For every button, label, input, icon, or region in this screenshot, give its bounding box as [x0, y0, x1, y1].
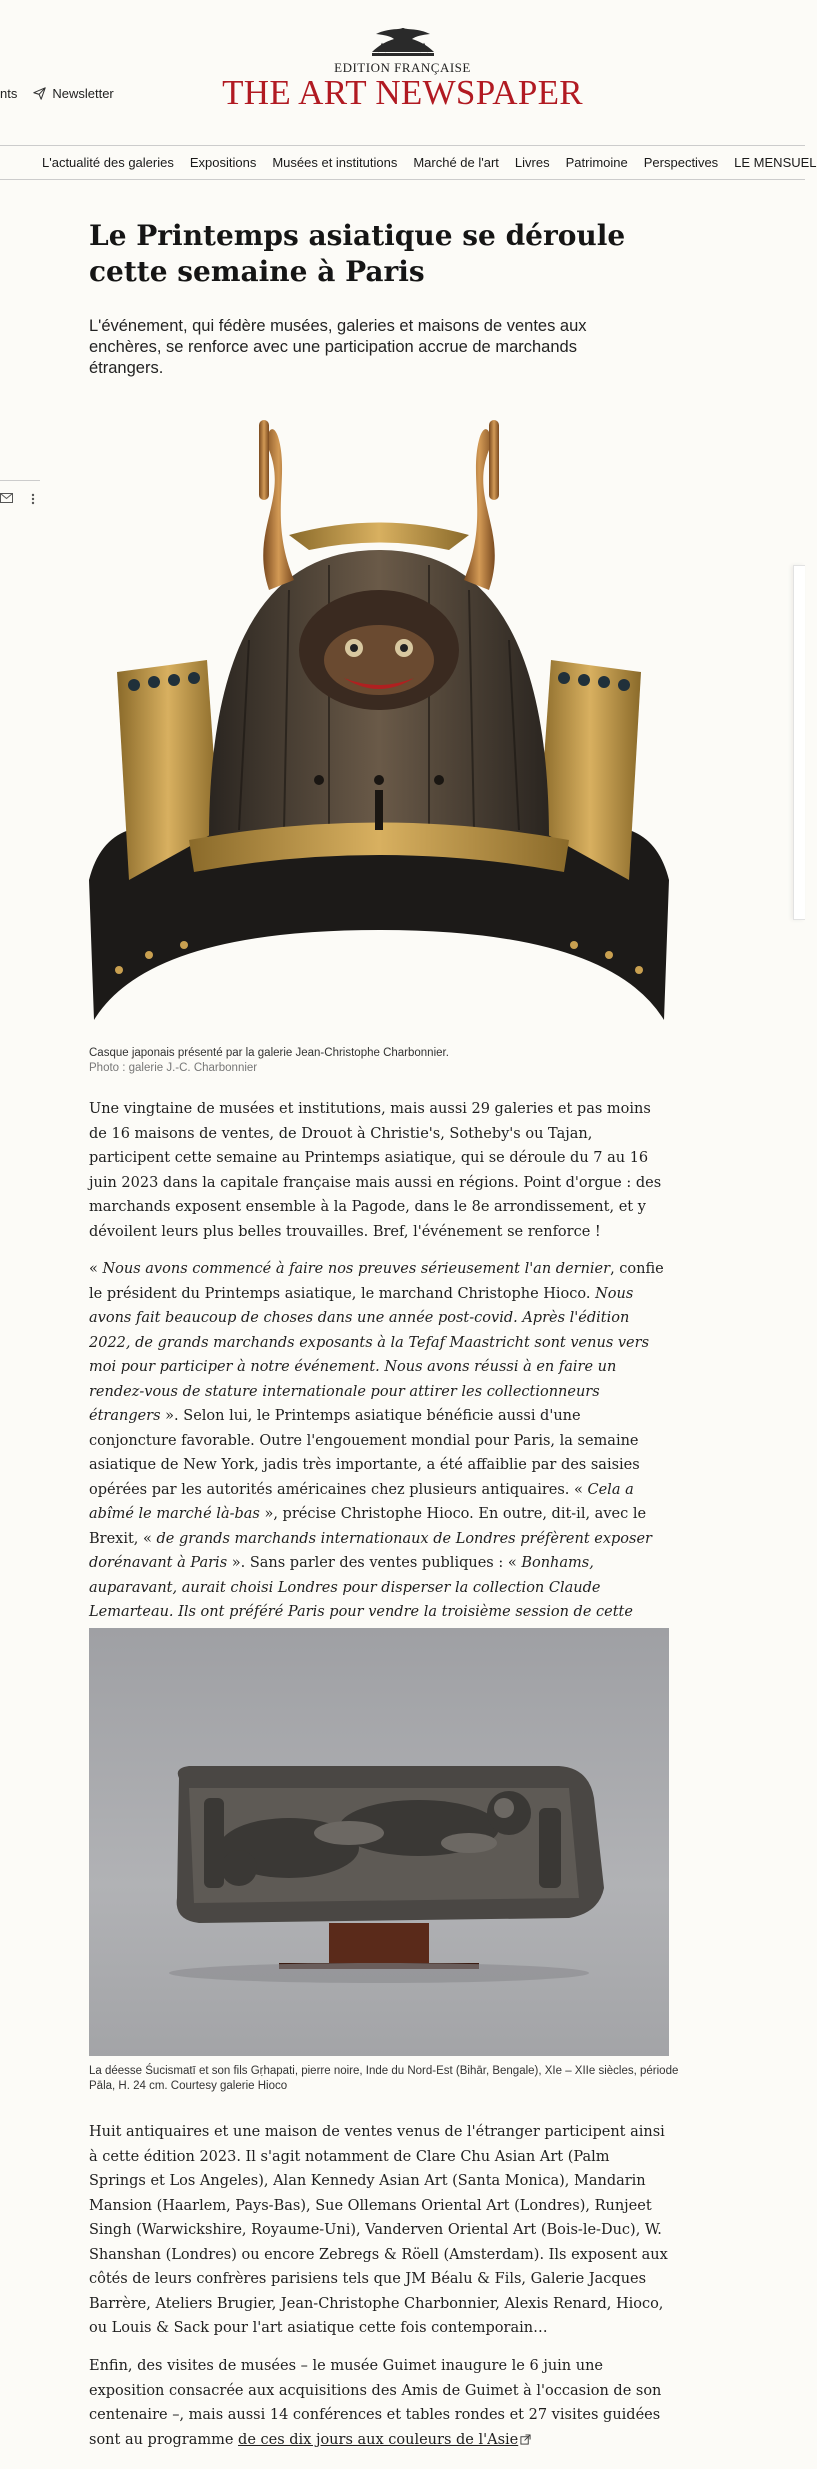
- article-standfirst: L'événement, qui fédère musées, galeries et maisons de ventes aux enchères, se renforce avec une participation accrue de marchands étrangers.: [89, 317, 587, 377]
- stone-relief-image: [89, 1628, 669, 2056]
- p2-text: », précise Christophe Hioco. En outre, dit-il, avec le Brexit, «: [89, 1506, 647, 1547]
- site-logo[interactable]: [0, 22, 805, 110]
- eagle-emblem-icon: [358, 22, 448, 62]
- p2-text: ». Sans parler des ventes publiques : «: [227, 1555, 522, 1571]
- paragraph-1: Une vingtaine de musées et institutions, mais aussi 29 galeries et pas moins de 16 maisons de ventes, de Drouot à Christie's, Sotheby's ou Tajan, participent cette semaine au Printemps asiatique, qui se déroule du 7 au 16 juin 2023 dans la capitale française mais aussi en régions. Point d'orgue : des marchands exposent ensemble à la Pagode, dans le 8e arrondissement, et y dévoilent leurs plus belles trouvailles. Bref, l'événement se renforce !: [89, 1101, 662, 1240]
- p2-text: «: [89, 1261, 103, 1277]
- p2-quote: Cela a abîmé le marché là-bas: [89, 1481, 634, 1522]
- samurai-helmet-image: [89, 410, 669, 1040]
- paragraph-2: [89, 1257, 669, 1674]
- email-icon[interactable]: [0, 493, 13, 503]
- nav-item-marche[interactable]: Marché de l'art: [413, 155, 499, 170]
- header-partial-link[interactable]: nts: [0, 86, 18, 101]
- p4-text: Enfin, des visites de musées – le musée Guimet inaugure le 6 juin une exposition consacrée aux acquisitions des Amis de Guimet à l'occasion de son centenaire –, mais aussi 14 conférences et tables rondes et 27 visites guidées sont au programme: [89, 2358, 662, 2448]
- nav-item-patrimoine[interactable]: Patrimoine: [565, 155, 628, 170]
- figure2-caption: La déesse Śucismatī et son fils Gṛhapati, pierre noire, Inde du Nord-Est (Bihār, Bengale), XIe – XIIe siècles, période Pāla, H. 24 cm. Courtesy galerie Hioco: [89, 2065, 679, 2092]
- nav-item-galeries[interactable]: L'actualité des galeries: [42, 155, 174, 170]
- p2-quote: Bonhams, auparavant, aurait choisi Londres pour disperser la collection Claude Lemarteau. Ils ont préféré Paris pour vendre la troisième session de cette: [89, 1555, 633, 1620]
- article-title: Le Printemps asiatique se déroule cette semaine à Paris: [89, 219, 626, 288]
- nav-item-musees[interactable]: Musées et institutions: [272, 155, 398, 170]
- side-panel-tab[interactable]: [793, 565, 805, 920]
- newsletter-label: Newsletter: [52, 86, 114, 101]
- paragraph-3: Huit antiquaires et une maison de ventes venus de l'étranger participent ainsi à cette édition 2023. Il s'agit notamment de Clare Chu Asian Art (Palm Springs et Los Angeles), Alan Kennedy Asian Art (Santa Monica), Mandarin Mansion (Haarlem, Pays-Bas), Sue Ollemans Oriental Art (Londres), Runjeet Singh (Warwickshire, Royaume-Uni), Vanderven Oriental Art (Bois-le-Duc), W. Shanshan (Londres) ou encore Zebregs & Röell (Amsterdam). Ils exposent aux côtés de leurs confrères parisiens tels que JM Béalu & Fils, Galerie Jacques Barrère, Ateliers Brugier, Jean-Christophe Charbonnier, Alexis Renard, Hioco, ou Louis & Sack pour l'art asiatique cette fois contemporain…: [89, 2124, 668, 2336]
- share-divider: [0, 480, 40, 481]
- site-header: [0, 0, 805, 145]
- more-options-icon[interactable]: [31, 493, 35, 505]
- nav-item-livres[interactable]: Livres: [514, 155, 550, 170]
- asia-days-link[interactable]: de ces dix jours aux couleurs de l'Asie: [238, 2431, 519, 2448]
- edition-label: EDITION FRANÇAISE: [334, 60, 471, 75]
- p2-quote: Nous avons commencé à faire nos preuves sérieusement l'an dernier: [102, 1261, 611, 1277]
- share-bar: [0, 480, 40, 505]
- p2-text: , confie le président du Printemps asiatique, le marchand Christophe Hioco.: [89, 1261, 664, 1302]
- nav-item-expositions[interactable]: Expositions: [189, 155, 257, 170]
- figure1-caption-text: Casque japonais présenté par la galerie Jean-Christophe Charbonnier.: [89, 1047, 449, 1059]
- nav-item-mensuel[interactable]: LE MENSUEL: [734, 155, 817, 170]
- main-nav: [0, 145, 817, 180]
- p2-quote: de grands marchands internationaux de Londres préfèrent exposer dorénavant à Paris: [89, 1530, 652, 1571]
- nav-item-perspectives[interactable]: Perspectives: [643, 155, 719, 170]
- brand-name: THE ART NEWSPAPER: [222, 73, 583, 112]
- external-link-icon[interactable]: [520, 2434, 531, 2445]
- figure1-caption: [89, 1046, 679, 1076]
- p2-text: ». Selon lui, le Printemps asiatique bénéficie aussi d'une conjoncture favorable. Outre l'engouement mondial pour Paris, la semaine asiatique de New York, jadis très importante, a été affaiblie par des saisies opérées par les autorités américaines chez plusieurs antiquaires. «: [89, 1408, 640, 1498]
- p2-quote: Nous avons fait beaucoup de choses dans une année post-covid. Après l'édition 2022, de grands marchands exposants à la Tefaf Maastricht sont venus vers moi pour participer à notre événement. Nous avons réussi à en faire un rendez-vous de stature internationale pour attirer les collectionneurs étrangers: [89, 1285, 650, 1424]
- paragraph-4: [89, 2354, 669, 2452]
- figure1-credit: Photo : galerie J.-C. Charbonnier: [89, 1062, 258, 1074]
